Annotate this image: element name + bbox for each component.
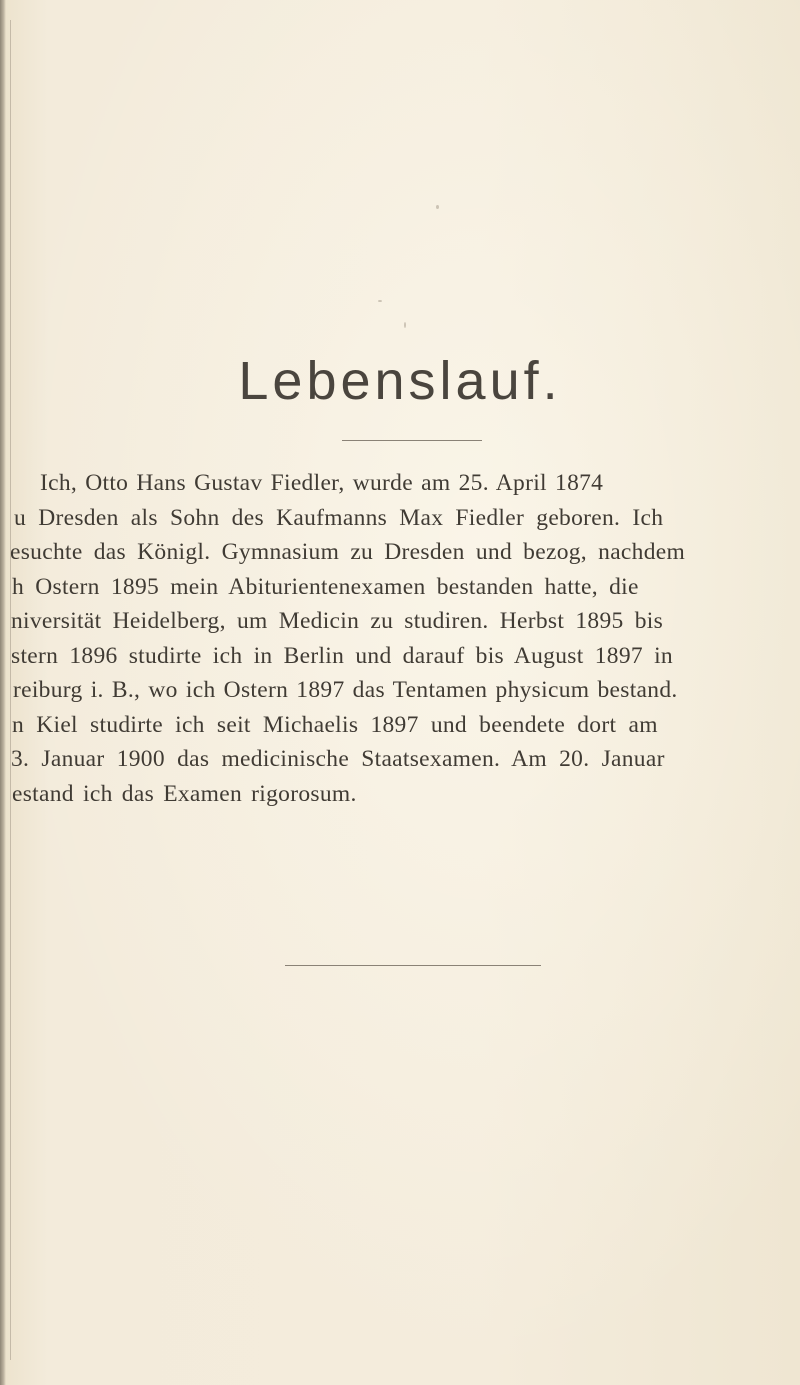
body-line-10: estand ich das Examen rigorosum. — [12, 781, 357, 807]
document-title: Lebenslauf. — [238, 351, 562, 411]
body-line-2: u Dresden als Sohn des Kaufmanns Max Fiedler geboren. Ich — [14, 505, 664, 531]
title-underline — [342, 440, 482, 441]
body-line-5: niversität Heidelberg, um Medicin zu studiren. Herbst 1895 bis — [11, 608, 664, 634]
paper-speck — [378, 300, 382, 302]
body-line-6: stern 1896 studirte ich in Berlin und darauf bis August 1897 in — [11, 643, 673, 669]
paper-speck — [404, 322, 406, 328]
body-line-4: h Ostern 1895 mein Abiturientenexamen bestanden hatte, die — [12, 574, 639, 600]
body-line-8: n Kiel studirte ich seit Michaelis 1897 und beendete dort am — [12, 712, 658, 738]
body-line-7: reiburg i. B., wo ich Ostern 1897 das Tentamen physicum bestand. — [13, 677, 678, 703]
closing-rule — [285, 965, 541, 966]
body-line-9: 3. Januar 1900 das medicinische Staatsexamen. Am 20. Januar — [11, 746, 665, 772]
binding-edge — [0, 0, 6, 1385]
paper-speck — [436, 205, 439, 209]
binding-shadow-line — [10, 20, 11, 1360]
body-line-3: esuchte das Königl. Gymnasium zu Dresden und bezog, nachdem — [10, 539, 686, 565]
body-line-1: Ich, Otto Hans Gustav Fiedler, wurde am 25. April 1874 — [40, 470, 604, 496]
